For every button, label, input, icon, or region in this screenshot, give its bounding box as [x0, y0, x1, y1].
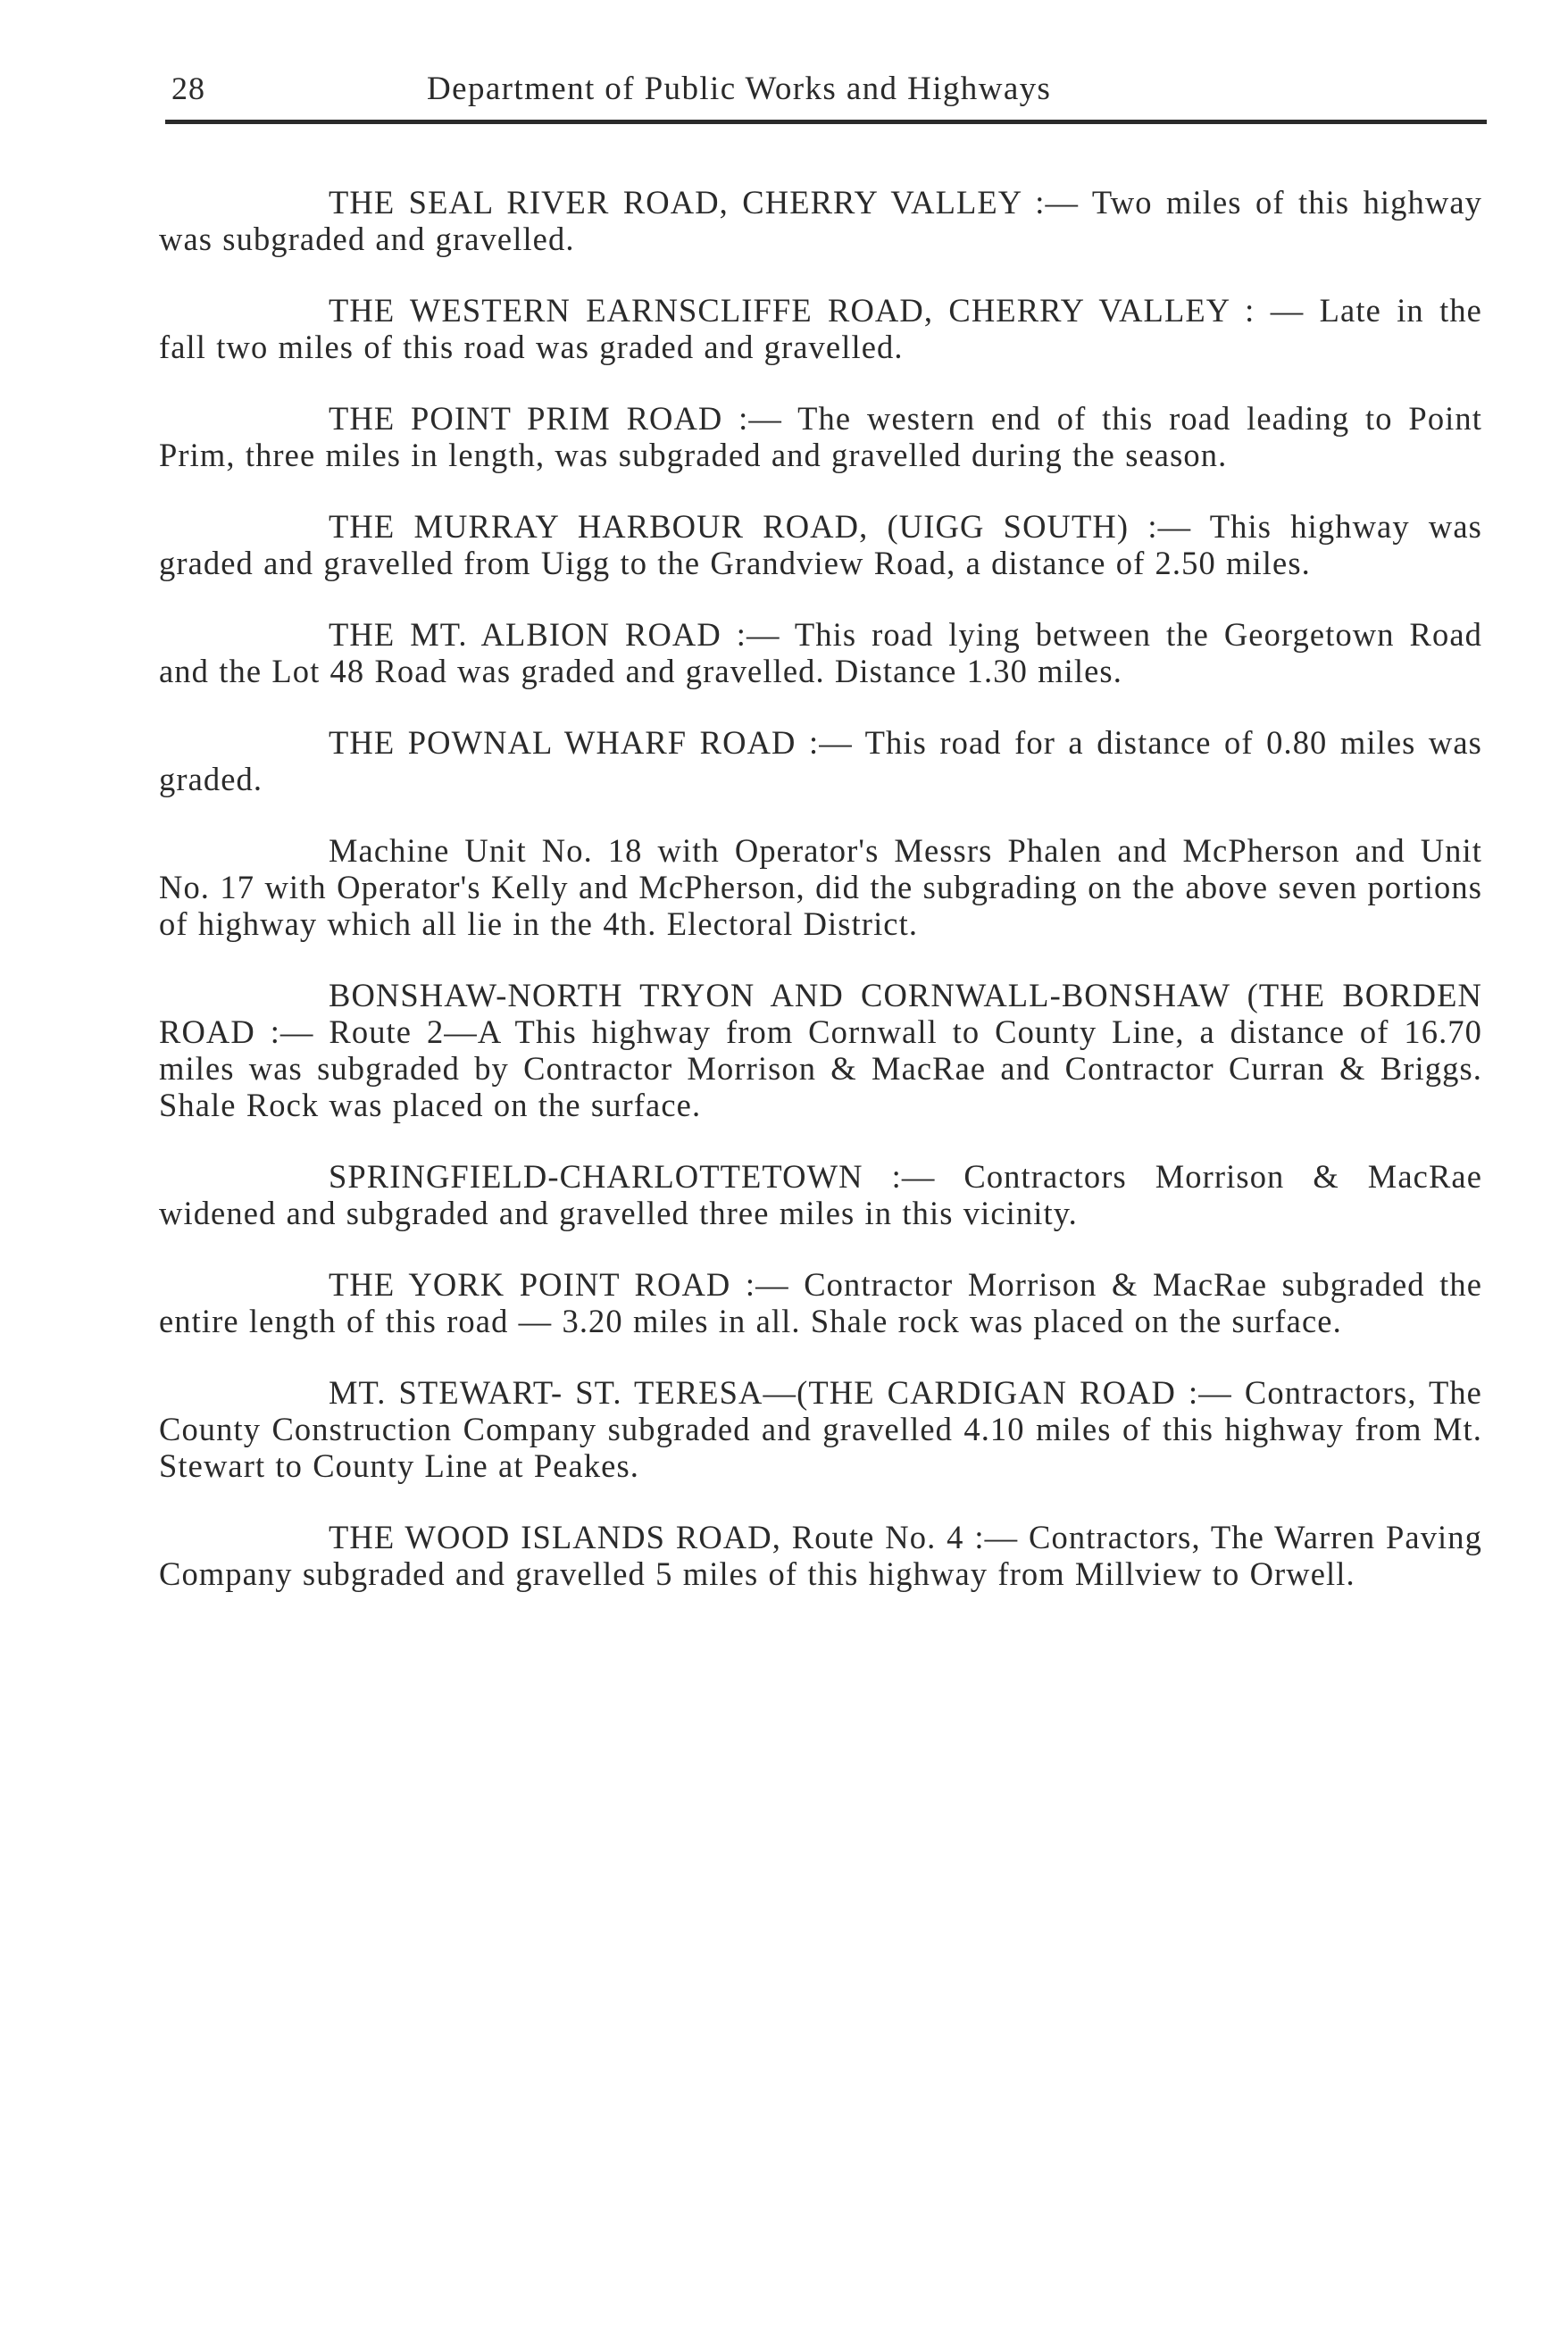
paragraph-york-point-road: THE YORK POINT ROAD :— Contractor Morrison & MacRae subgraded the entire length of this road — 3.20 miles in all. Shale rock was placed on the surface. — [159, 1266, 1482, 1339]
document-body — [159, 184, 1482, 1627]
paragraph-borden-road: BONSHAW-NORTH TRYON AND CORNWALL-BONSHAW (THE BORDEN ROAD :— Route 2—A This highway from Cornwall to County Line, a distance of 16.70 miles was subgraded by Contractor Morrison & MacRae and Contractor Curran & Briggs. Shale Rock was placed on the surface. — [159, 977, 1482, 1123]
paragraph-murray-harbour-road: THE MURRAY HARBOUR ROAD, (UIGG SOUTH) :— This highway was graded and gravelled from Uigg to the Grandview Road, a distance of 2.50 miles. — [159, 508, 1482, 581]
header-rule — [165, 120, 1487, 124]
paragraph-point-prim-road: THE POINT PRIM ROAD :— The western end of this road leading to Point Prim, three miles in length, was subgraded and gravelled during the season. — [159, 400, 1482, 473]
paragraph-mt-albion-road: THE MT. ALBION ROAD :— This road lying between the Georgetown Road and the Lot 48 Road was graded and gravelled. Distance 1.30 miles. — [159, 616, 1482, 689]
page-number: 28 — [171, 71, 205, 106]
paragraph-wood-islands-road: THE WOOD ISLANDS ROAD, Route No. 4 :— Contractors, The Warren Paving Company subgraded and gravelled 5 miles of this highway from Millview to Orwell. — [159, 1519, 1482, 1592]
paragraph-pownal-wharf-road: THE POWNAL WHARF ROAD :— This road for a distance of 0.80 miles was graded. — [159, 724, 1482, 797]
paragraph-western-earnscliffe-road: THE WESTERN EARNSCLIFFE ROAD, CHERRY VALLEY : — Late in the fall two miles of this road was graded and gravelled. — [159, 292, 1482, 365]
running-head: Department of Public Works and Highways — [427, 71, 1052, 107]
paragraph-seal-river-road: THE SEAL RIVER ROAD, CHERRY VALLEY :— Two miles of this highway was subgraded and gravelled. — [159, 184, 1482, 257]
page-header — [161, 70, 1482, 123]
paragraph-springfield-charlottetown: SPRINGFIELD-CHARLOTTETOWN :— Contractors Morrison & MacRae widened and subgraded and gravelled three miles in this vicinity. — [159, 1158, 1482, 1231]
paragraph-cardigan-road: MT. STEWART- ST. TERESA—(THE CARDIGAN ROAD :— Contractors, The County Construction Company subgraded and gravelled 4.10 miles of this highway from Mt. Stewart to County Line at Peakes. — [159, 1374, 1482, 1484]
paragraph-machine-units: Machine Unit No. 18 with Operator's Messrs Phalen and McPherson and Unit No. 17 with Operator's Kelly and McPherson, did the subgrading on the above seven portions of highway which all lie in the 4th. Electoral District. — [159, 832, 1482, 942]
